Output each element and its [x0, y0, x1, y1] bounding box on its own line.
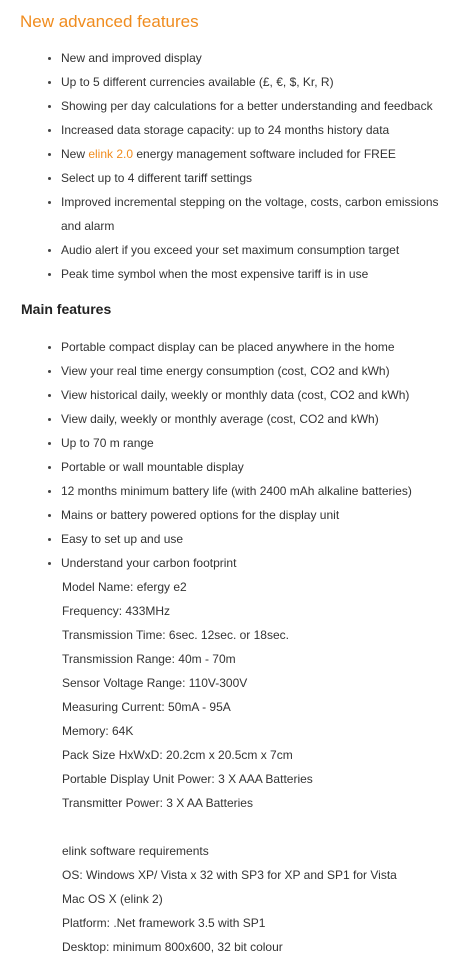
spec-item: Portable Display Unit Power: 3 X AAA Batteries: [62, 772, 313, 786]
spec-item: Transmitter Power: 3 X AA Batteries: [62, 796, 253, 810]
spec-item: Pack Size HxWxD: 20.2cm x 20.5cm x 7cm: [62, 748, 293, 762]
list-item: [0, 142, 439, 166]
list-item: 12 months minimum battery life (with 2400 mAh alkaline batteries): [0, 479, 412, 503]
spec-item: Frequency: 433MHz: [62, 604, 171, 618]
list-item: Easy to set up and use: [0, 527, 412, 551]
list-item: Portable compact display can be placed anywhere in the home: [0, 335, 412, 359]
list-item: Understand your carbon footprint: [0, 551, 412, 575]
list-item: View your real time energy consumption (cost, CO2 and kWh): [0, 359, 412, 383]
main-features-list: [0, 335, 412, 575]
software-requirements-list: [62, 839, 397, 959]
advanced-features-heading: New advanced features: [20, 12, 199, 31]
requirement-item: Platform: .Net framework 3.5 with SP1: [62, 916, 266, 930]
list-item-line: Improved incremental stepping on the voltage, costs, carbon emissions: [61, 195, 439, 209]
spec-item: Transmission Time: 6sec. 12sec. or 18sec.: [62, 628, 289, 642]
list-item: Up to 70 m range: [0, 431, 412, 455]
list-item-line: and alarm: [61, 219, 115, 233]
spec-item: Memory: 64K: [62, 724, 134, 738]
list-item: Audio alert if you exceed your set maximum consumption target: [0, 238, 439, 262]
list-item: View historical daily, weekly or monthly data (cost, CO2 and kWh): [0, 383, 412, 407]
list-item: Peak time symbol when the most expensive tariff is in use: [0, 262, 439, 286]
list-item: Increased data storage capacity: up to 24 months history data: [0, 118, 439, 142]
list-item: Up to 5 different currencies available (£, €, $, Kr, R): [0, 70, 439, 94]
list-item: Portable or wall mountable display: [0, 455, 412, 479]
list-item: [0, 190, 439, 238]
requirement-item: OS: Windows XP/ Vista x 32 with SP3 for XP and SP1 for Vista: [62, 868, 397, 882]
specifications-list: [62, 575, 313, 815]
list-item-text: energy management software included for FREE: [133, 147, 396, 161]
spec-item: Measuring Current: 50mA - 95A: [62, 700, 231, 714]
main-features-heading: Main features: [21, 301, 112, 317]
software-requirements-title: elink software requirements: [62, 844, 209, 858]
list-item: View daily, weekly or monthly average (cost, CO2 and kWh): [0, 407, 412, 431]
spec-item: Transmission Range: 40m - 70m: [62, 652, 236, 666]
advanced-features-list: [0, 46, 439, 286]
requirement-item: Desktop: minimum 800x600, 32 bit colour: [62, 940, 283, 954]
requirement-item: Mac OS X (elink 2): [62, 892, 163, 906]
list-item: Select up to 4 different tariff settings: [0, 166, 439, 190]
elink-link[interactable]: elink 2.0: [88, 147, 134, 161]
list-item: Mains or battery powered options for the display unit: [0, 503, 412, 527]
list-item: Showing per day calculations for a better understanding and feedback: [0, 94, 439, 118]
list-item-text: New: [61, 147, 89, 161]
spec-item: Model Name: efergy e2: [62, 580, 187, 594]
spec-item: Sensor Voltage Range: 110V-300V: [62, 676, 248, 690]
list-item: New and improved display: [0, 46, 439, 70]
